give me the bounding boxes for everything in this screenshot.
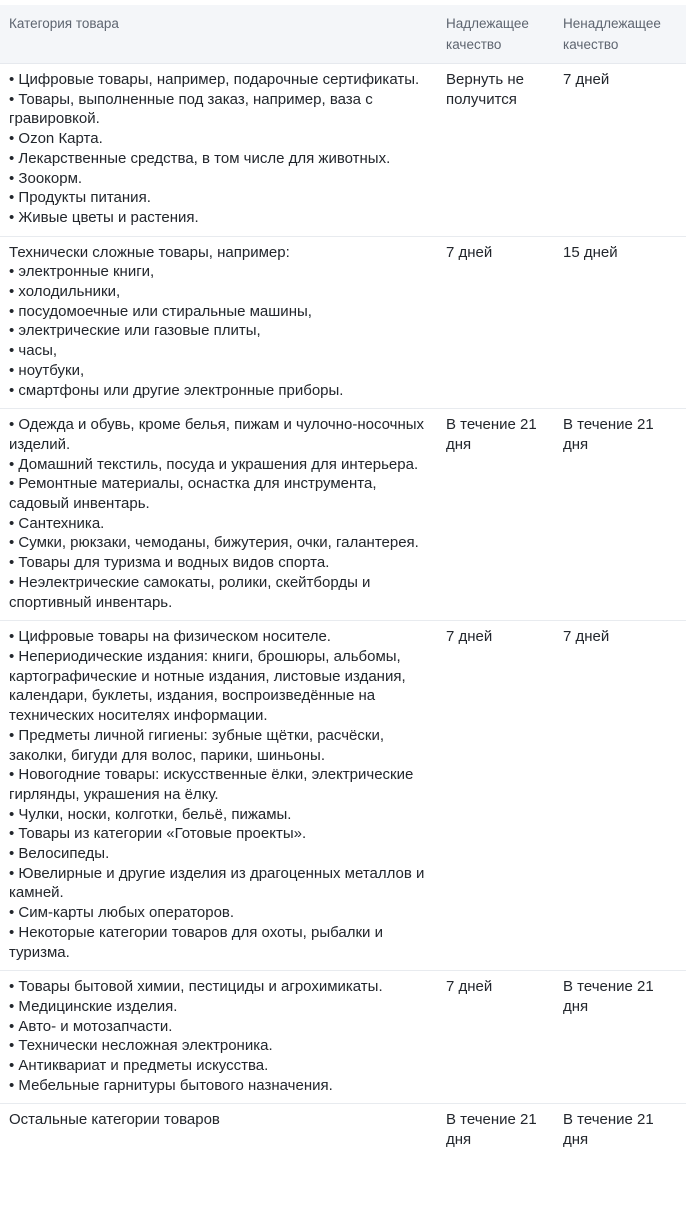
table-row <box>0 621 686 971</box>
table-row <box>0 1104 686 1158</box>
improper-quality-cell: В течение 21 дня <box>554 971 686 1104</box>
improper-quality-cell: 7 дней <box>554 621 686 971</box>
category-line: • Чулки, носки, колготки, бельё, пижамы. <box>9 805 292 823</box>
category-cell <box>0 1104 437 1158</box>
proper-quality-cell: 7 дней <box>437 971 554 1104</box>
category-cell <box>0 971 437 1104</box>
category-line: • Цифровые товары, например, подарочные сертификаты. <box>9 71 420 88</box>
category-line: • Сумки, рюкзаки, чемоданы, бижутерия, очки, галантерея. <box>9 534 419 552</box>
category-line: • Предметы личной гигиены: зубные щётки, расчёски, заколки, бигуди для волос, парики, шиньоны. <box>9 726 384 764</box>
table-row <box>0 236 686 409</box>
category-line: • Сим-карты любых операторов. <box>9 904 235 922</box>
category-line: • Ремонтные материалы, оснастка для инструмента, садовый инвентарь. <box>9 475 377 513</box>
category-cell <box>0 64 437 237</box>
table-row <box>0 971 686 1104</box>
category-line: • посудомоечные или стиральные машины, <box>9 302 312 320</box>
category-line: • электронные книги, <box>9 263 155 281</box>
category-line: • Живые цветы и растения. <box>9 208 199 226</box>
table-body <box>0 64 686 1158</box>
category-line: • электрические или газовые плиты, <box>9 322 261 340</box>
category-line: • Товары для туризма и водных видов спорта. <box>9 554 330 572</box>
category-line: • Новогодние товары: искусственные ёлки, электрические гирлянды, украшения на ёлку. <box>9 766 414 803</box>
category-line: • Товары, выполненные под заказ, например, ваза с гравировкой. <box>9 90 373 128</box>
header-category: Категория товара <box>0 5 437 64</box>
improper-quality-cell: В течение 21 дня <box>554 409 686 621</box>
category-line: • Авто- и мотозапчасти. <box>9 1017 173 1035</box>
header-row <box>0 5 686 64</box>
category-line: Технически сложные товары, например: <box>9 243 290 261</box>
category-line: • Антиквариат и предметы искусства. <box>9 1057 269 1075</box>
table-header <box>0 5 686 64</box>
category-cell <box>0 621 437 971</box>
proper-quality-cell: Вернуть не получится <box>437 64 554 237</box>
category-line: • Домашний текстиль, посуда и украшения для интерьера. <box>9 455 419 473</box>
category-line: • Неэлектрические самокаты, ролики, скейтборды и спортивный инвентарь. <box>9 573 371 611</box>
category-line: • смартфоны или другие электронные приборы. <box>9 381 344 399</box>
category-line: • Продукты питания. <box>9 189 151 207</box>
category-line: • Медицинские изделия. <box>9 997 178 1015</box>
header-proper-quality: Надлежащее качество <box>437 5 554 64</box>
table-row <box>0 409 686 621</box>
category-line: • холодильники, <box>9 283 121 301</box>
proper-quality-cell: 7 дней <box>437 236 554 409</box>
category-line: • часы, <box>9 342 58 360</box>
improper-quality-cell: 7 дней <box>554 64 686 237</box>
category-line: • Технически несложная электроника. <box>9 1037 273 1055</box>
category-line: • Зоокорм. <box>9 169 83 187</box>
category-cell <box>0 409 437 621</box>
proper-quality-cell: 7 дней <box>437 621 554 971</box>
category-line: • Лекарственные средства, в том числе для животных. <box>9 149 391 167</box>
category-line: • Одежда и обувь, кроме белья, пижам и чулочно-носочных изделий. <box>9 416 425 453</box>
proper-quality-cell: В течение 21 дня <box>437 409 554 621</box>
table-row <box>0 64 686 237</box>
category-line: • Некоторые категории товаров для охоты, рыбалки и туризма. <box>9 923 383 961</box>
category-line: • Ozon Карта. <box>9 130 103 148</box>
category-line: • Цифровые товары на физическом носителе. <box>9 628 331 646</box>
category-line: • Товары бытовой химии, пестициды и агрохимикаты. <box>9 978 383 996</box>
category-line: • Непериодические издания: книги, брошюры, альбомы, картографические и нотные издания, листовые издания, календари, буклеты, издания, воспроизведённые на технических носителях информации. <box>9 647 406 725</box>
proper-quality-cell: В течение 21 дня <box>446 1111 537 1149</box>
category-line: Остальные категории товаров <box>9 1111 220 1129</box>
category-line: • ноутбуки, <box>9 361 85 379</box>
category-cell <box>0 236 437 409</box>
category-line: • Велосипеды. <box>9 845 110 863</box>
category-line: • Сантехника. <box>9 514 105 532</box>
category-line: • Товары из категории «Готовые проекты». <box>9 825 307 843</box>
category-line: • Ювелирные и другие изделия из драгоценных металлов и камней. <box>9 864 425 902</box>
improper-quality-cell: 15 дней <box>554 236 686 409</box>
improper-quality-cell: В течение 21 дня <box>563 1111 654 1149</box>
category-line: • Мебельные гарнитуры бытового назначения. <box>9 1076 333 1094</box>
header-improper-quality: Ненадлежащее качество <box>554 5 686 64</box>
return-periods-table <box>0 5 686 1158</box>
